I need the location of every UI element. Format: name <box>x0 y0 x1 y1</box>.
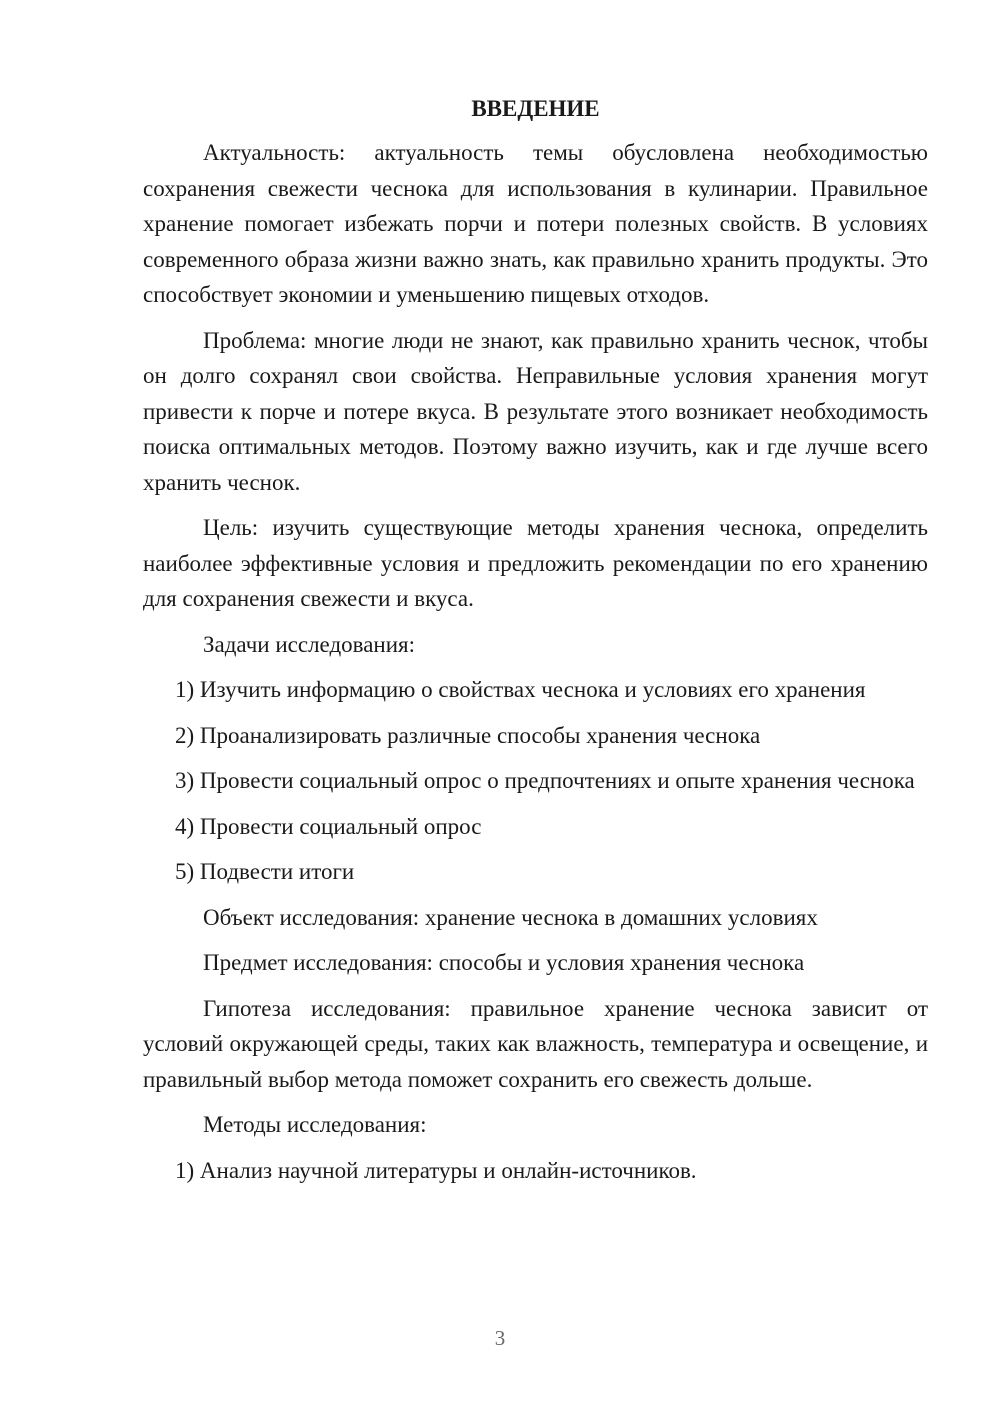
tasks-title: Задачи исследования: <box>203 631 416 657</box>
relevance-paragraph: Актуальность: актуальность темы обусловлена необходимостью сохранения свежести чеснока для использования в кулинарии. Правильное хранение помогает избежать порчи и потери полезных свойств. В условиях современного образа жизни важно знать, как правильно хранить продукты. Это способствует экономии и уменьшению пищевых отходов. <box>143 140 928 307</box>
problem-paragraph: Проблема: многие люди не знают, как правильно хранить чеснок, чтобы он долго сохранял свои свойства. Неправильные условия хранения могут привести к порче и потере вкуса. В результате этого возникает необходимость поиска оптимальных методов. Поэтому важно изучить, как и где лучше всего хранить чеснок. <box>143 327 928 495</box>
task-item-2: 2) Проанализировать различные способы хранения чеснока <box>175 722 761 748</box>
document-page <box>143 94 928 1198</box>
hypothesis-paragraph: Гипотеза исследования: правильное хранение чеснока зависит от условий окружающей среды, таких как влажность, температура и освещение, и правильный выбор метода поможет сохранить его свежесть дольше. <box>143 995 928 1092</box>
task-item-3: 3) Провести социальный опрос о предпочтениях и опыте хранения чеснока <box>175 768 915 793</box>
methods-title: Методы исследования: <box>203 1112 427 1137</box>
task-item-4: 4) Провести социальный опрос <box>175 813 482 839</box>
subject-line: Предмет исследования: способы и условия хранения чеснока <box>203 950 805 975</box>
task-item-1: 1) Изучить информацию о свойствах чеснока и условиях его хранения <box>175 677 866 702</box>
page-number: 3 <box>494 1326 506 1350</box>
task-item-5: 5) Подвести итоги <box>175 859 355 884</box>
method-item-1: 1) Анализ научной литературы и онлайн-источников. <box>175 1157 697 1183</box>
goal-paragraph: Цель: изучить существующие методы хранения чеснока, определить наиболее эффективные условия и предложить рекомендации по его хранению для сохранения свежести и вкуса. <box>143 515 928 611</box>
section-heading: ВВЕДЕНИЕ <box>471 96 600 121</box>
object-line: Объект исследования: хранение чеснока в домашних условиях <box>203 904 818 930</box>
